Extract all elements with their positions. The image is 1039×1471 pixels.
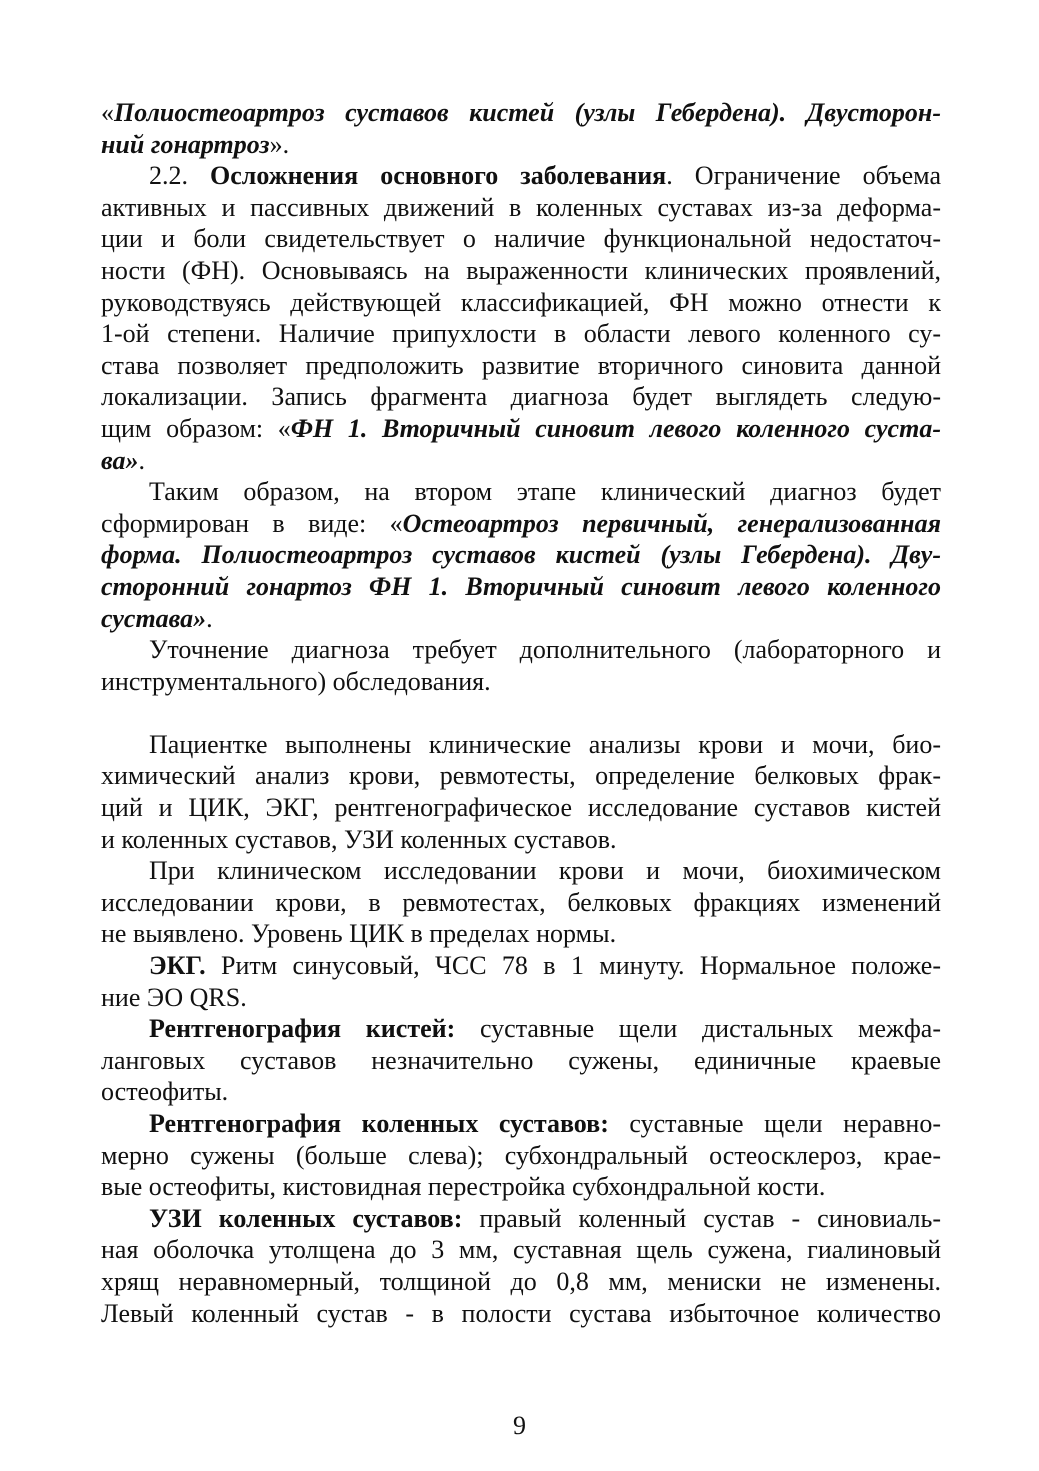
text-line [101,1076,941,1108]
section-heading: Рентгенография коленных суставов: [149,1109,609,1138]
section-heading: ЭКГ. [149,951,206,981]
text-line [101,1013,941,1045]
text-line [101,413,941,445]
text-line [101,1171,941,1203]
emphasis-run: ФН 1. Вторичный синовит левого коленного суста- [290,413,941,443]
text-run: ние ЭО QRS. [101,982,247,1012]
text-line [101,160,941,192]
text-run: При клиническом исследовании крови и мочи, биохимическом [149,856,941,886]
page-number: 9 [513,1411,526,1440]
text-run: Уточнение диагноза требует дополнительного (лабораторного и [149,635,941,665]
text-line [101,539,941,571]
text-run: руководствуясь действующей классификацией, ФН можно отнести к [101,287,941,317]
text-run: суставные щели неравно- [608,1109,941,1138]
text-line [101,950,941,982]
text-line [101,97,941,129]
text-line [101,634,941,666]
text-run: ланговых суставов незначительно сужены, единичные краевые [101,1045,941,1075]
emphasis-run: ний гонартроз [101,129,270,159]
text-run: Пациентке выполнены клинические анализы крови и мочи, био- [149,729,941,759]
section-number: 2.2. [149,161,211,191]
text-line [101,287,941,319]
text-run: Ритм синусовый, ЧСС 78 в 1 минуту. Нормальное положе- [205,951,941,981]
text-run: . [206,603,213,633]
text-line [101,1203,941,1235]
text-line [101,760,941,792]
emphasis-run: форма. Полиостеоартроз суставов кистей (узлы Гебердена). Дву- [101,540,941,570]
text-line [101,1234,941,1266]
text-run: ции и боли свидетельствует о наличие функциональной недостаточ- [101,224,941,254]
text-line [101,129,941,161]
text-line [101,1140,941,1172]
text-line [101,445,941,477]
text-line [101,223,941,255]
document-page [101,97,941,1329]
text-line [101,982,941,1014]
text-run: ная оболочка утолщена до 3 мм, суставная щель сужена, гиалиновый [101,1235,941,1265]
text-run: Таким образом, на втором этапе клинический диагноз будет [149,477,941,507]
text-line [101,476,941,508]
text-line [101,855,941,887]
emphasis-run: сторонний гонартоз ФН 1. Вторичный синовит левого коленного [101,571,941,601]
text-line [101,571,941,603]
text-run: вые остеофиты, кистовидная перестройка субхондральной кости. [101,1172,826,1202]
text-run: суставные щели дистальных межфа- [455,1014,941,1044]
text-line [101,824,941,856]
emphasis-run: Полиостеоартроз суставов кистей (узлы Гебердена). Двусторон- [114,98,941,127]
text-line [101,1108,941,1140]
text-run: химический анализ крови, ревмотесты, определение белковых фрак- [101,761,941,791]
text-run: инструментального) обследования. [101,666,491,696]
text-run: хрящ неравномерный, толщиной до 0,8 мм, мениски не изменены. [101,1266,941,1296]
emphasis-run: сустава» [101,603,207,633]
text-line [101,1266,941,1298]
text-run: активных и пассивных движений в коленных суставах из-за деформа- [101,192,941,222]
text-run: правый коленный сустав - синовиаль- [462,1203,941,1233]
text-line [101,1045,941,1077]
text-run: . Ограничение объема [666,161,941,191]
text-run: става позволяет предположить развитие вторичного синовита данной [101,350,941,380]
text-run: 1-ой степени. Наличие припухлости в области левого коленного су- [101,319,941,349]
text-run: локализации. Запись фрагмента диагноза будет выглядеть следую- [101,382,941,412]
text-line [101,508,941,540]
text-run: . [138,445,145,475]
text-line [101,887,941,919]
text-run: Левый коленный сустав - в полости сустава избыточное количество [101,1298,941,1328]
text-line [101,318,941,350]
text-run: ций и ЦИК, ЭКГ, рентгенографическое исследование суставов кистей [101,793,941,823]
text-line [101,918,941,950]
text-line [101,1298,941,1330]
text-run: « [101,98,114,127]
text-run: мерно сужены (больше слева); субхондральный остеосклероз, крае- [101,1140,941,1170]
section-heading: Осложнения основного заболевания [210,161,667,191]
text-line [101,792,941,824]
text-run: щим образом: « [101,413,291,443]
text-line [101,603,941,635]
text-line [101,381,941,413]
text-run: не выявлено. Уровень ЦИК в пределах нормы. [101,919,617,949]
emphasis-run: Остеоартроз первичный, генерализованная [402,508,941,538]
section-heading: УЗИ коленных суставов: [149,1203,463,1233]
text-line [101,350,941,382]
text-run: исследовании крови, в ревмотестах, белковых фракциях изменений [101,887,941,917]
text-line [101,192,941,224]
paragraph-spacer [101,697,941,729]
section-heading: Рентгенография кистей: [149,1014,456,1044]
text-line [101,666,941,698]
text-line [101,729,941,761]
text-run: сформирован в виде: « [101,508,403,538]
text-line [101,255,941,287]
text-run: остеофиты. [101,1077,229,1107]
text-run: ности (ФН). Основываясь на выраженности клинических проявлений, [101,255,941,285]
text-run: ». [269,129,290,159]
emphasis-run: ва» [101,445,139,475]
text-run: и коленных суставов, УЗИ коленных суставов. [101,824,617,854]
